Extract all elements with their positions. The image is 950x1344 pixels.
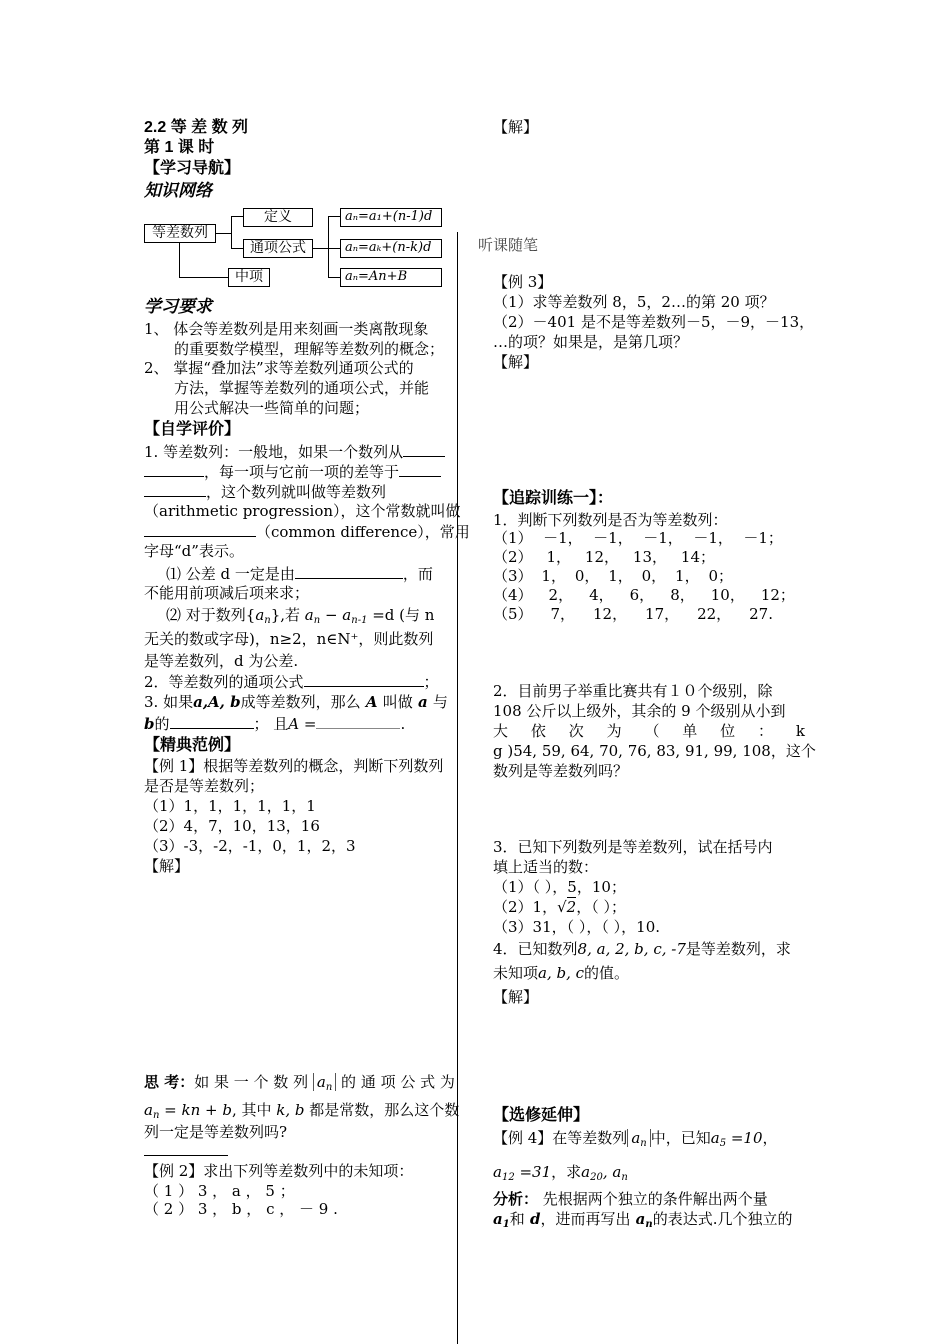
blank-3[interactable] <box>399 462 441 477</box>
think-b2: , 其中 <box>231 1101 272 1119</box>
t2-b: 108 公斤以上级外，其余的 9 个级别从小到 <box>493 702 786 720</box>
ex1-2: （2）4，7，10，13，16 <box>144 817 320 835</box>
ex2: 【例 2】求出下列等差数列中的未知项： <box>144 1162 414 1180</box>
s1-a: 1. 等差数列：一般地，如果一个数列从 <box>144 443 404 461</box>
network-heading: 知识网络 <box>144 181 212 201</box>
blank-6[interactable] <box>295 564 403 579</box>
think-c: 列一定是等差数列吗? <box>144 1123 288 1141</box>
analysis-b2: ，进而再写出 <box>540 1210 631 1228</box>
blank-7[interactable] <box>304 672 424 687</box>
req-2a: 2、 掌握“叠加法”求等差数列通项公式的 <box>144 359 414 377</box>
ex4-a5: $a_5 =10$ <box>710 1129 763 1149</box>
s1-i3: =d (与 n <box>372 606 435 624</box>
notes-label: 听课随笔 <box>478 236 539 254</box>
ex3-2: （2）－401 是不是等差数列－5，－9，－13， <box>493 313 815 331</box>
formula-diff: $a_n - a_{n-1}$ <box>300 606 368 626</box>
diagram-mid: 中项 <box>228 268 270 287</box>
diagram-formula: 通项公式 <box>243 239 313 258</box>
ex3-3: …的项？如果是，是第几项？ <box>493 333 689 351</box>
s3-d: 与 <box>432 693 448 711</box>
s1-f: 字母“d”表示。 <box>144 542 244 560</box>
ex1-solution: 【解】 <box>144 857 190 875</box>
lesson-title: 第 1 课 时 <box>144 139 215 156</box>
diagram-formula-1: aₙ=a₁+(n-1)d <box>340 208 442 227</box>
ex4-seq: $a_n$ <box>627 1129 650 1147</box>
think-a2: 的 通 项 公 式 为 <box>341 1073 455 1091</box>
example-heading: 【精典范例】 <box>144 735 241 754</box>
s1-e: （common difference），常用 <box>256 523 470 541</box>
t2-a: 2．目前男子举重比赛共有１０个级别，除 <box>493 682 773 700</box>
track-heading: 【追踪训练一】： <box>493 488 614 507</box>
blank-2[interactable] <box>144 462 204 477</box>
ex1-3: （3）-3，-2，-1，0，1，2，3 <box>144 837 356 855</box>
think-formula: $a_n$ = kn + b <box>144 1101 232 1121</box>
s2-end: ； <box>423 673 439 691</box>
s3-vars: a,A, b <box>193 693 241 711</box>
ex4-a12: $a_{12} =31$ <box>493 1163 552 1183</box>
t4-a: 4．已知数列 <box>493 940 578 958</box>
s3-g: A = <box>288 715 317 733</box>
s1-g2: ，而 <box>402 565 433 583</box>
ex4-d: ，求 <box>551 1163 582 1181</box>
blank-4[interactable] <box>144 482 206 497</box>
ext-heading: 【选修延伸】 <box>493 1105 590 1124</box>
s1-i: ⑵ 对于数列{ <box>166 606 256 624</box>
s1-b: ，每一项与它前一项的差等于 <box>204 463 400 481</box>
t2-c: 大 依 次 为 （ 单 位 ： k <box>493 722 805 740</box>
t3-a: 3．已知下列数列是等差数列，试在括号内 <box>493 838 773 856</box>
ex1-b: 是否是等差数列； <box>144 777 265 795</box>
ex3-1: （1）求等差数列 8，5，2…的第 20 项？ <box>493 293 775 311</box>
req-1b: 的重要数学模型，理解等差数列的概念； <box>174 340 445 358</box>
t4-vars: a, b, c <box>538 964 585 982</box>
t4-b: 是等差数列，求 <box>685 940 791 958</box>
s1-g: ⑴ 公差 d 一定是由 <box>166 565 295 583</box>
ex3: 【例 3】 <box>493 273 553 291</box>
s3-f: ； 且 <box>253 715 289 733</box>
s1-j: 无关的数或字母)，n≥2，n∈N⁺，则此数列 <box>144 630 434 648</box>
analysis-label: 分析： <box>493 1190 539 1208</box>
think-a: 如 果 一 个 数 列 <box>194 1073 309 1091</box>
section-title: 2.2 等 差 数 列 <box>144 119 249 136</box>
diagram-formula-3: aₙ=An+B <box>340 268 442 287</box>
s1-k: 是等差数列，d 为公差. <box>144 652 299 670</box>
seq-an: $a_n$ <box>313 1073 336 1091</box>
sqrt2: √2 <box>557 898 577 916</box>
s2: 2．等差数列的通项公式 <box>144 673 304 691</box>
s1-c: ，这个数列就叫做等差数列 <box>206 483 387 501</box>
nav-heading: 【学习导航】 <box>144 158 241 177</box>
diagram-def: 定义 <box>243 208 313 227</box>
t3-b: 填上适当的数： <box>493 858 599 876</box>
ex4-a: 【例 4】在等差数列 <box>493 1129 628 1147</box>
t4-solution: 【解】 <box>493 988 539 1006</box>
ex4-c: ， <box>762 1129 778 1147</box>
ex4-b: 中，已知 <box>650 1129 711 1147</box>
t4-seq: 8, a, 2, b, c, -7 <box>577 940 686 958</box>
s3-b: 成等差数列，那么 <box>240 693 361 711</box>
s1-h: 不能用前项减后项来求； <box>144 584 310 602</box>
s3-a: 3. 如果 <box>144 693 194 711</box>
t4-c: 未知项 <box>493 964 539 982</box>
ex2-1: （ 1 ） 3 ， a ， 5 ； <box>144 1182 295 1200</box>
s3-h: . <box>400 715 406 733</box>
t3-2a: （2）1， <box>493 898 558 916</box>
ex3-solution: 【解】 <box>493 353 539 371</box>
requirements-heading: 学习要求 <box>144 297 212 317</box>
blank-8[interactable] <box>170 714 254 729</box>
analysis-b1: 和 <box>509 1210 525 1228</box>
req-2c: 用公式解决一些简单的问题； <box>174 399 370 417</box>
t1-row-5: （5） 7， 12， 17， 22， 27. <box>493 605 773 623</box>
t1: 1．判断下列数列是否为等差数列： <box>493 511 728 529</box>
self-eval-heading: 【自学评价】 <box>144 419 241 438</box>
s1-d: （arithmetic progression），这个常数就叫做 <box>144 502 461 520</box>
think-b3: 都是常数，那么这个数 <box>309 1101 460 1119</box>
blank-1[interactable] <box>403 442 445 457</box>
t2-e: 数列是等差数列吗？ <box>493 762 629 780</box>
ex4-target: $a_{20}$, $a_n$ <box>581 1163 628 1183</box>
t1-row-1: （1） －1， －1， －1， －1， －1； <box>493 529 783 547</box>
t4-d: 的值。 <box>584 964 630 982</box>
s3-c: 叫做 <box>382 693 413 711</box>
t1-row-3: （3） 1， 0， 1， 0， 1， 0； <box>493 567 733 585</box>
column-divider <box>457 232 458 1344</box>
analysis-a: 先根据两个独立的条件解出两个量 <box>542 1190 768 1208</box>
ex2-2: （ 2 ） 3 ， b ， c ， － 9 . <box>144 1200 338 1218</box>
separator <box>144 1155 228 1156</box>
analysis-b3: 的表达式.几个独立的 <box>652 1210 793 1228</box>
diagram-root: 等差数列 <box>144 224 216 243</box>
s3-e: 的 <box>154 715 170 733</box>
top-solution: 【解】 <box>493 118 539 136</box>
ex1-a: 【例 1】根据等差数列的概念，判断下列数列 <box>144 757 444 775</box>
req-1a: 1、 体会等差数列是用来刻画一类离散现象 <box>144 320 429 338</box>
s1-i2: },若 <box>270 606 301 624</box>
ex1-1: （1）1，1，1，1，1，1 <box>144 797 316 815</box>
t1-row-4: （4） 2， 4， 6， 8， 10， 12； <box>493 586 795 604</box>
t1-row-2: （2） 1， 12， 13， 14； <box>493 548 715 566</box>
t3-3: （3）31，（ ），（ ），10. <box>493 918 661 936</box>
blank-9[interactable] <box>316 714 400 729</box>
req-2b: 方法，掌握等差数列的通项公式，并能 <box>174 379 430 397</box>
t3-2b: ，（ ）； <box>576 898 626 916</box>
blank-5[interactable] <box>144 522 256 537</box>
diagram-formula-2: aₙ=aₖ+(n-k)d <box>340 239 442 258</box>
t3-1: （1）（ ），5，10； <box>493 878 626 896</box>
think-label: 思 考： <box>144 1073 195 1091</box>
formula-an: $a_n$ <box>255 606 271 626</box>
t2-d: g )54, 59, 64, 70, 76, 83, 91, 99, 108，这个 <box>493 742 816 760</box>
